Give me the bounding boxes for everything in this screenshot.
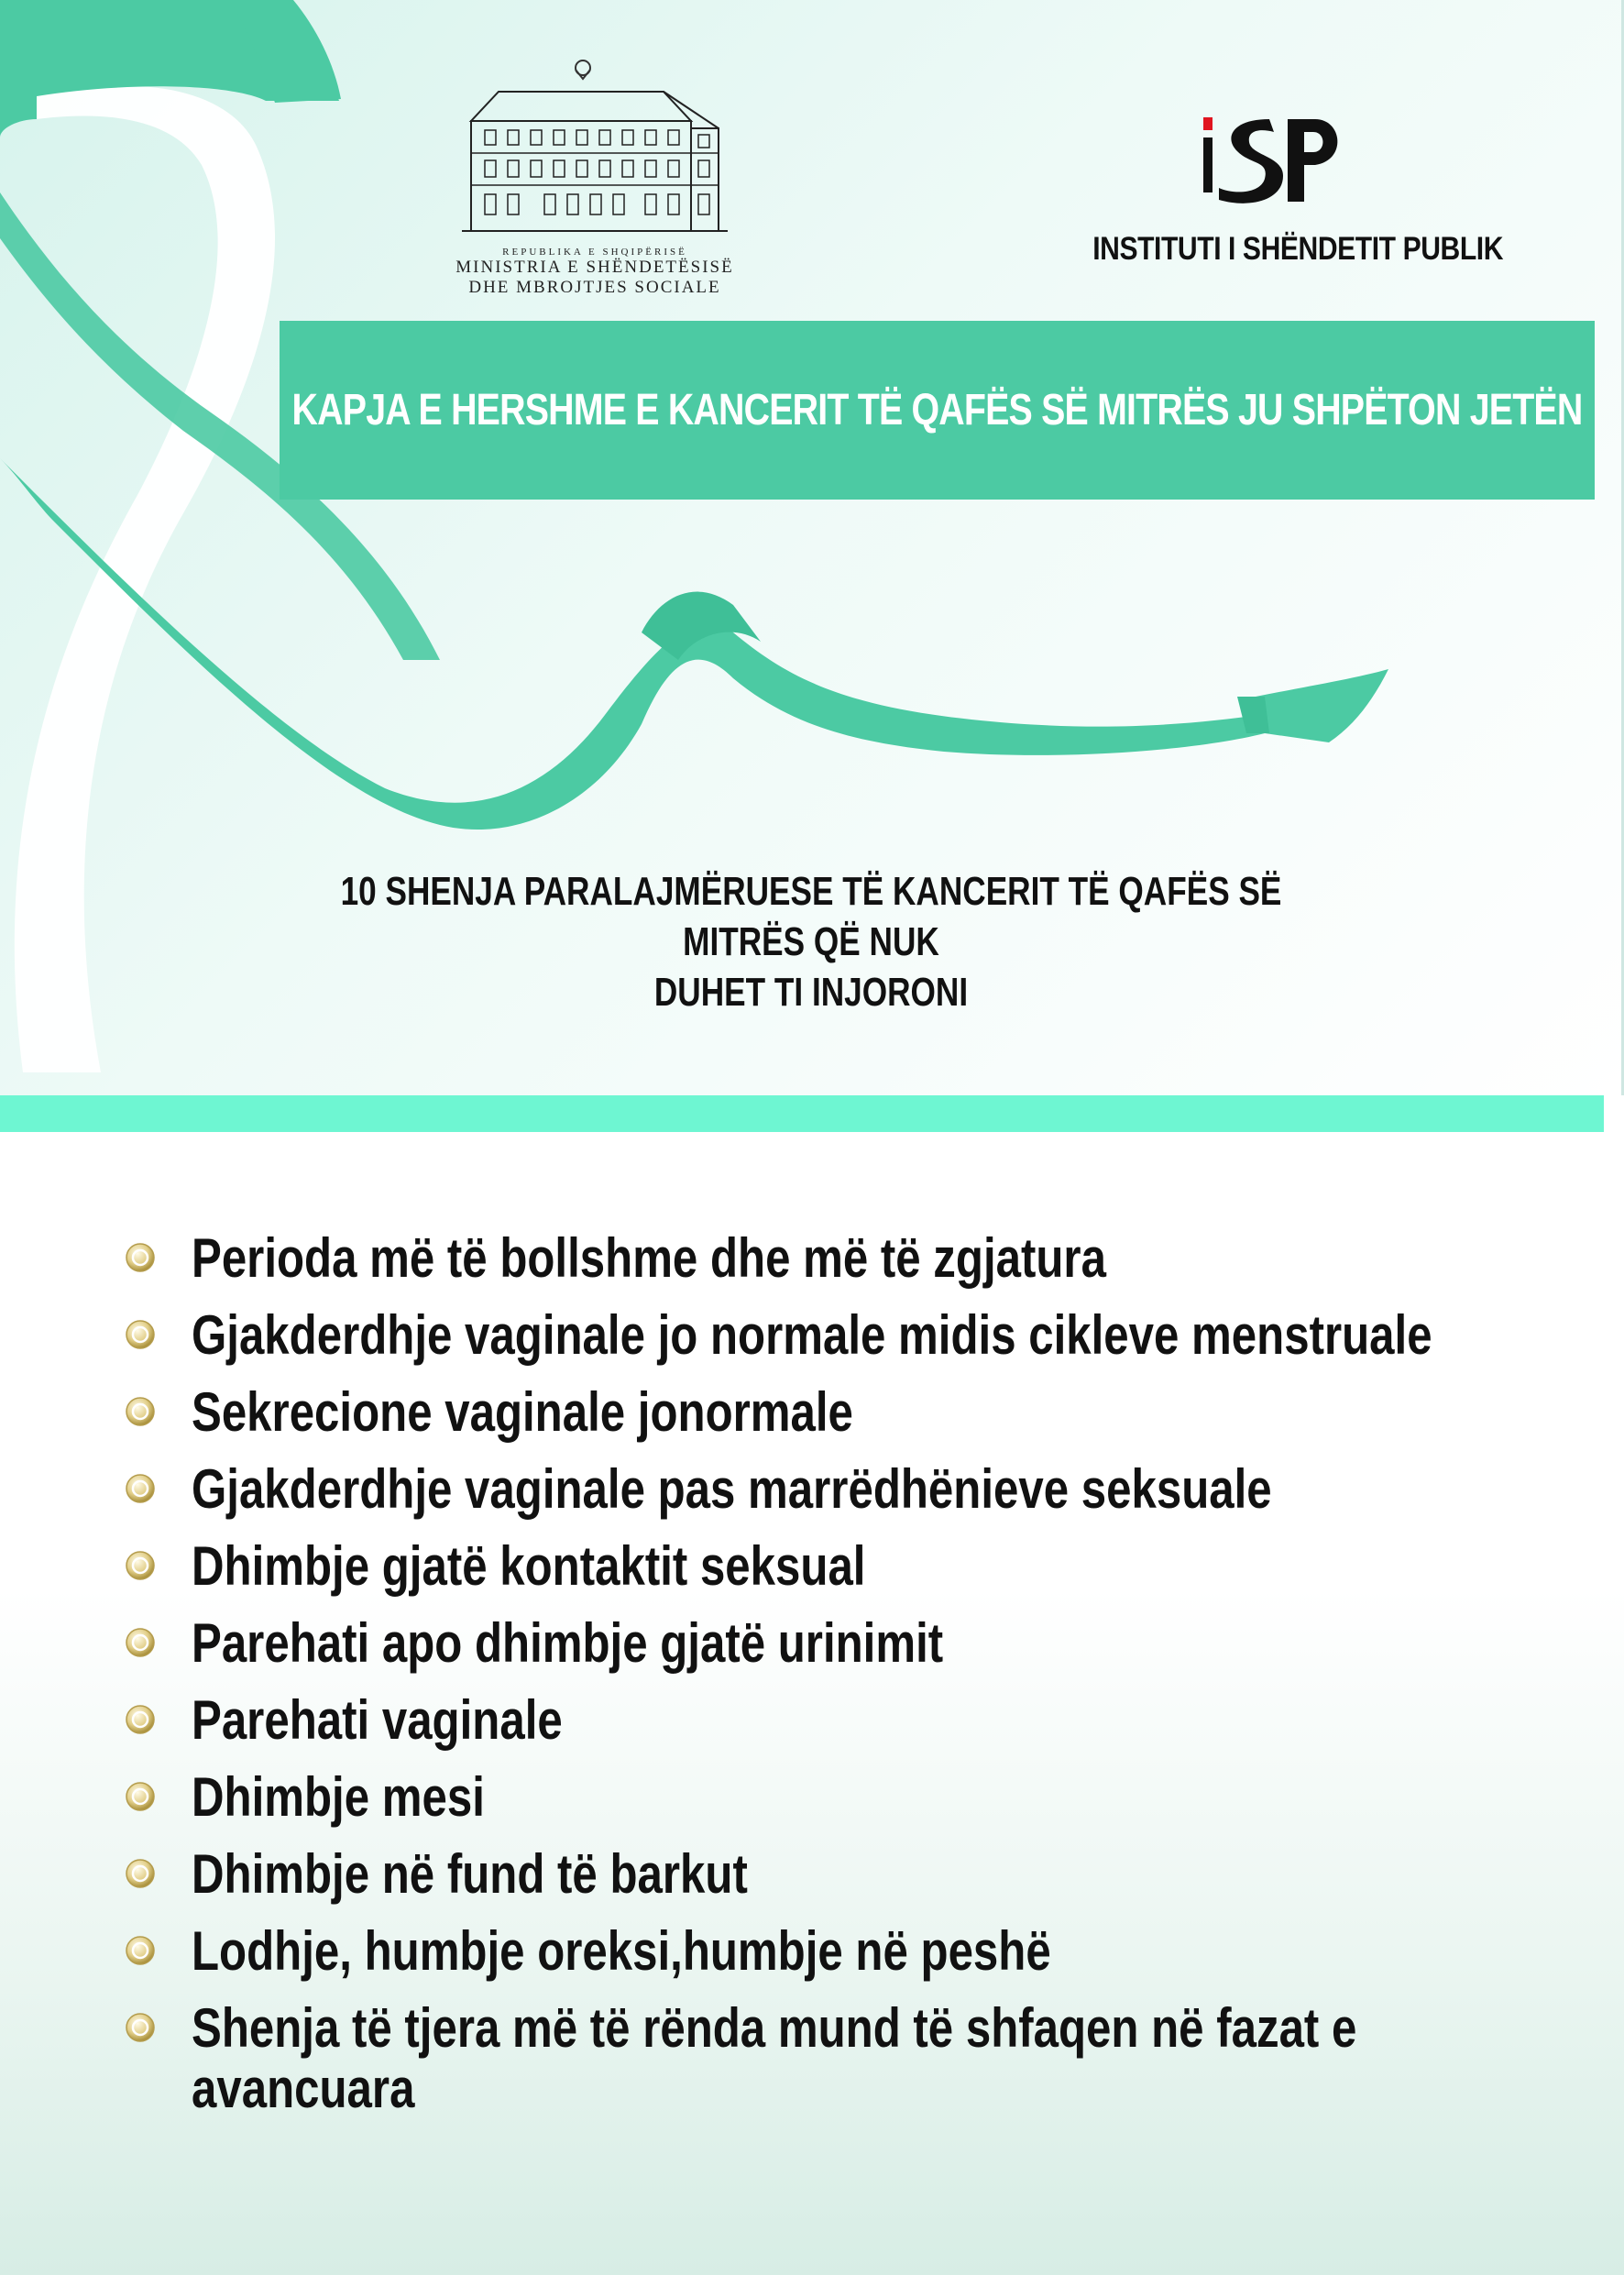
poster-top bbox=[0, 0, 1624, 1095]
ministry-building-icon bbox=[444, 57, 746, 240]
headline-banner bbox=[280, 321, 1595, 500]
ministry-logo bbox=[444, 57, 746, 295]
warning-sign-text: Dhimbje gjatë kontaktit seksual bbox=[192, 1535, 866, 1597]
warning-sign-item-3 bbox=[124, 1382, 1590, 1443]
warning-sign-text: Parehati apo dhimbje gjatë urinimit bbox=[192, 1612, 944, 1674]
warning-sign-item-2 bbox=[124, 1305, 1590, 1366]
poster-bottom bbox=[0, 1132, 1624, 2275]
bullet-icon bbox=[124, 1318, 157, 1351]
warning-sign-item-4 bbox=[124, 1459, 1590, 1520]
warning-sign-item-7 bbox=[124, 1690, 1590, 1751]
ministry-name-continued: DHE MBROJTJES SOCIALE bbox=[468, 278, 721, 297]
bullet-icon bbox=[124, 1780, 157, 1813]
warning-sign-item-11 bbox=[124, 1998, 1590, 2119]
institute-logo bbox=[1063, 110, 1504, 275]
bullet-icon bbox=[124, 1626, 157, 1659]
ministry-country: REPUBLIKA E SHQIPËRISË bbox=[502, 247, 687, 258]
bullet-icon bbox=[124, 1934, 157, 1967]
warning-sign-item-9 bbox=[124, 1844, 1590, 1905]
warning-signs-heading-line2: DUHET TI INJORONI bbox=[653, 970, 969, 1015]
bullet-icon bbox=[124, 1241, 157, 1274]
ministry-name: MINISTRIA E SHËNDETËSISË bbox=[455, 258, 734, 277]
isp-logo-icon bbox=[1196, 110, 1352, 211]
warning-sign-item-10 bbox=[124, 1921, 1590, 1982]
warning-sign-text: Parehati vaginale bbox=[192, 1689, 563, 1751]
warning-signs-heading bbox=[280, 866, 1343, 1017]
bullet-icon bbox=[124, 2011, 157, 2044]
warning-sign-text: Gjakderdhje vaginale jo normale midis cikleve menstruale bbox=[192, 1304, 1432, 1366]
bullet-icon bbox=[124, 1703, 157, 1736]
warning-sign-text: Lodhje, humbje oreksi,humbje në peshë bbox=[192, 1920, 1051, 1982]
bullet-icon bbox=[124, 1549, 157, 1582]
warning-sign-text: Shenja të tjera më të rënda mund të shfaqen në fazat e avancuara bbox=[192, 1997, 1357, 2119]
warning-sign-item-8 bbox=[124, 1767, 1590, 1828]
warning-sign-item-6 bbox=[124, 1613, 1590, 1674]
warning-sign-item-5 bbox=[124, 1536, 1590, 1597]
warning-sign-text: Gjakderdhje vaginale pas marrëdhënieve seksuale bbox=[192, 1458, 1272, 1520]
warning-sign-text: Dhimbje në fund të barkut bbox=[192, 1843, 748, 1905]
bullet-icon bbox=[124, 1395, 157, 1428]
warning-signs-heading-line1: 10 SHENJA PARALAJMËRUESE TË KANCERIT TË QAFËS SË MITRËS QË NUK bbox=[340, 869, 1282, 964]
section-divider bbox=[0, 1095, 1604, 1132]
institute-name: INSTITUTI I SHËNDETIT PUBLIK bbox=[1092, 231, 1504, 267]
headline-title: KAPJA E HERSHME E KANCERIT TË QAFËS SË MITRËS JU SHPËTON JETËN bbox=[291, 386, 1583, 434]
warning-sign-text: Sekrecione vaginale jonormale bbox=[192, 1381, 853, 1443]
bullet-icon bbox=[124, 1472, 157, 1505]
warning-signs-list bbox=[124, 1228, 1590, 2136]
warning-sign-text: Perioda më të bollshme dhe më të zgjatura bbox=[192, 1227, 1106, 1289]
bullet-icon bbox=[124, 1857, 157, 1890]
warning-sign-item-1 bbox=[124, 1228, 1590, 1289]
warning-sign-text: Dhimbje mesi bbox=[192, 1766, 485, 1828]
